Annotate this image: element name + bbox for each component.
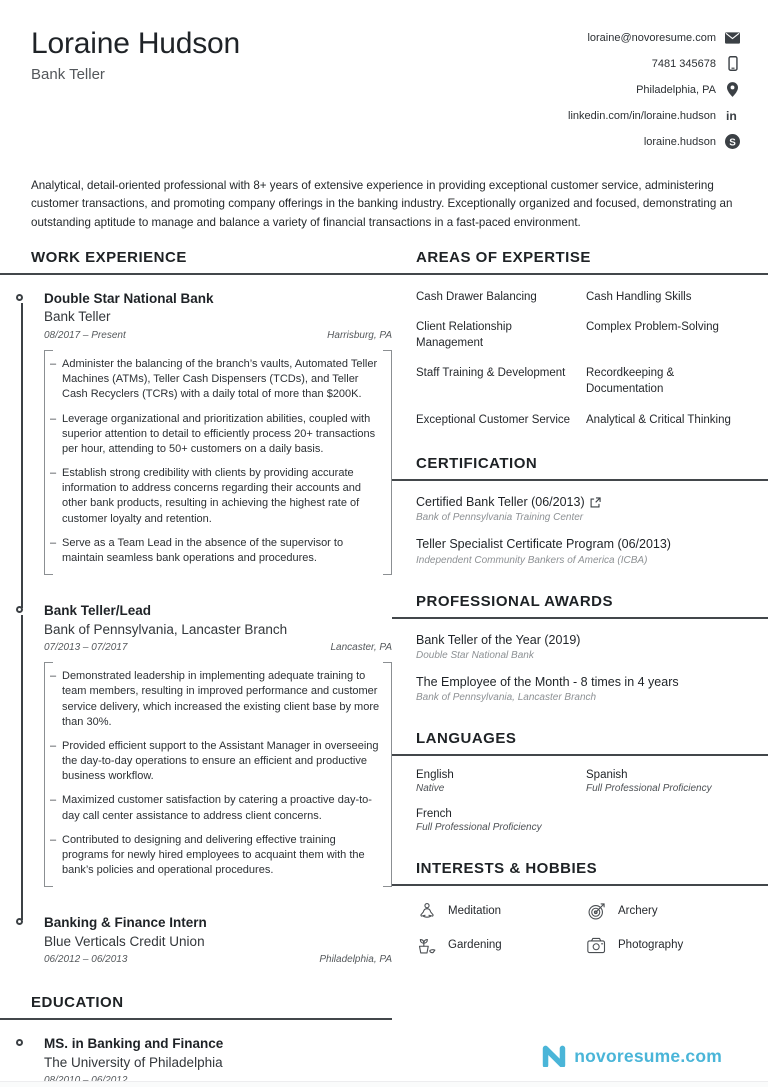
interest-label: Meditation <box>448 905 502 918</box>
education-entry <box>31 1035 392 1086</box>
timeline-circle-icon <box>16 606 23 613</box>
identity-block <box>31 27 240 160</box>
linkedin-icon <box>725 108 740 123</box>
job-timeline <box>31 290 392 965</box>
timeline-circle-icon <box>16 918 23 925</box>
work-experience-section <box>0 249 392 965</box>
contact-phone-value[interactable]: 7481 345678 <box>651 57 716 70</box>
svg-text:S: S <box>729 137 736 149</box>
expertise-item: Complex Problem-Solving <box>586 321 719 334</box>
timeline-connector <box>21 303 23 608</box>
language-name: French <box>416 808 452 821</box>
job-dates: 08/2017 – Present <box>44 330 126 342</box>
education-heading: EDUCATION <box>31 994 124 1012</box>
expertise-item: Staff Training & Development <box>416 367 566 380</box>
right-column <box>392 249 768 1087</box>
expertise-item: Exceptional Customer Service <box>416 413 571 426</box>
contact-phone[interactable] <box>652 56 740 71</box>
interest-item <box>586 900 742 922</box>
languages-section <box>392 730 768 833</box>
education-school: The University of Philadelphia <box>44 1054 223 1070</box>
award-org: Double Star National Bank <box>416 649 534 661</box>
expertise-item: Client Relationship Management <box>416 321 512 349</box>
job-entry-3 <box>31 914 392 965</box>
certification-heading: CERTIFICATION <box>416 455 538 473</box>
interests-heading: INTERESTS & HOBBIES <box>416 860 598 878</box>
language-level: Full Professional Proficiency <box>586 783 712 795</box>
job-role: Bank Teller <box>44 309 111 325</box>
job-company: Bank of Pennsylvania, Lancaster Branch <box>44 621 288 637</box>
contact-list <box>568 27 740 160</box>
email-icon <box>725 30 740 45</box>
expertise-grid <box>416 290 742 428</box>
award-entry <box>416 674 742 703</box>
certification-org: Independent Community Bankers of America (ICBA) <box>416 554 648 566</box>
award-title: The Employee of the Month - 8 times in 4 years <box>416 674 679 689</box>
skype-icon <box>725 134 740 149</box>
job-bullet: – Leverage organizational and prioritization abilities, coupled with superior attention to detail to efficiently process 20+ transactions per hour, attending to 50+ customers on a daily basis. <box>50 412 380 458</box>
certification-entry <box>416 536 742 565</box>
contact-location-value: Philadelphia, PA <box>636 83 716 96</box>
timeline-circle-icon <box>16 294 23 301</box>
external-link-icon[interactable] <box>590 497 601 508</box>
education-heading-rule <box>0 994 392 1020</box>
photography-icon <box>586 934 608 956</box>
job-location: Harrisburg, PA <box>327 330 392 342</box>
interest-item <box>416 934 572 956</box>
job-bullet: – Establish strong credibility with clients by providing accurate information to address concerns regarding their accounts and other bank products, resulting in achieving the highest rate of customer loyalty and retention. <box>50 466 380 527</box>
job-bullet: – Provided efficient support to the Assistant Manager in overseeing the day-to-day operations to ensure an efficient and productive business workflow. <box>50 739 380 785</box>
awards-heading: PROFESSIONAL AWARDS <box>416 592 614 610</box>
left-column <box>0 249 392 1087</box>
svg-text:in: in <box>725 109 737 123</box>
language-level: Full Professional Proficiency <box>416 822 542 834</box>
certification-title: Teller Specialist Certificate Program (06/2013) <box>416 537 671 552</box>
novoresume-logo-icon <box>541 1045 567 1067</box>
job-role: Banking & Finance Intern <box>44 915 207 931</box>
person-name: Loraine Hudson <box>31 27 241 60</box>
expertise-item: Recordkeeping & Documentation <box>586 367 675 395</box>
award-entry <box>416 632 742 661</box>
job-bullet: – Maximized customer satisfaction by catering a proactive day-to-day call center assistance to address client concerns. <box>50 793 380 823</box>
expertise-item: Analytical & Critical Thinking <box>586 413 731 426</box>
work-experience-heading-rule <box>0 249 392 275</box>
job-location: Lancaster, PA <box>330 642 392 654</box>
meditation-icon <box>416 900 438 922</box>
job-bullet: – Contributed to designing and delivering effective training programs for newly hired employees to acquaint them with the bank’s policies and operational procedures. <box>50 833 380 879</box>
job-dates: 07/2013 – 07/2017 <box>44 642 128 654</box>
job-bullet: – Administer the balancing of the branch’s vaults, Automated Teller Machines (ATMs), Teller Cash Dispensers (TCDs), and Teller Cash Recyclers (TCRs) with a daily total of more than $200K. <box>50 357 380 403</box>
certification-section <box>392 455 768 566</box>
expertise-section <box>392 249 768 428</box>
languages-heading: LANGUAGES <box>416 730 517 748</box>
interest-label: Photography <box>618 939 684 952</box>
job-bullet-list <box>44 662 392 887</box>
awards-heading-rule <box>392 593 768 619</box>
language-level: Native <box>416 783 445 795</box>
header <box>0 0 768 160</box>
language-name: English <box>416 769 454 782</box>
work-experience-heading: WORK EXPERIENCE <box>31 248 187 266</box>
expertise-item: Cash Handling Skills <box>586 290 692 303</box>
expertise-heading: AREAS OF EXPERTISE <box>416 248 591 266</box>
contact-skype[interactable] <box>644 134 740 149</box>
interests-section <box>392 860 768 956</box>
novoresume-brand[interactable] <box>541 1045 722 1067</box>
job-dates: 06/2012 – 06/2013 <box>44 954 128 966</box>
language-entry <box>586 769 742 794</box>
language-entry <box>416 769 572 794</box>
timeline-connector <box>21 615 23 920</box>
awards-section <box>392 593 768 704</box>
contact-linkedin-value[interactable]: linkedin.com/in/loraine.hudson <box>568 109 716 122</box>
interests-heading-rule <box>392 860 768 886</box>
columns <box>0 249 768 1087</box>
interest-item <box>586 934 742 956</box>
phone-icon <box>725 56 740 71</box>
page-bottom-edge <box>0 1081 768 1087</box>
gardening-icon <box>416 934 438 956</box>
job-entry-1 <box>31 290 392 575</box>
job-bullet-list <box>44 350 392 575</box>
job-company: Blue Verticals Credit Union <box>44 933 205 949</box>
award-title: Bank Teller of the Year (2019) <box>416 632 581 647</box>
certification-heading-rule <box>392 455 768 481</box>
interests-grid <box>416 900 742 956</box>
contact-linkedin[interactable] <box>568 108 740 123</box>
language-name: Spanish <box>586 769 628 782</box>
contact-skype-value[interactable]: loraine.hudson <box>643 135 716 148</box>
job-location: Philadelphia, PA <box>319 954 392 966</box>
education-degree: MS. in Banking and Finance <box>44 1036 224 1052</box>
archery-icon <box>586 900 608 922</box>
certification-title: Certified Bank Teller (06/2013) <box>416 495 585 510</box>
summary-paragraph: Analytical, detail-oriented professional with 8+ years of extensive experience in providing exceptional customer service, administering customer transactions, and promoting company offerings in the banking industry. Exceptionally organized and focused, demonstrating an outstanding aptitude to manage and balance a variety of financial transactions in a fast-paced environment. <box>31 179 733 229</box>
job-company: Double Star National Bank <box>44 290 214 306</box>
job-entry-2 <box>31 602 392 887</box>
timeline-circle-icon <box>16 1039 23 1046</box>
contact-location <box>636 82 740 97</box>
languages-grid <box>416 769 742 833</box>
certification-entry <box>416 494 742 523</box>
novoresume-brand-text[interactable]: novoresume.com <box>574 1045 722 1066</box>
job-role: Bank Teller/Lead <box>44 603 152 619</box>
job-bullet: – Serve as a Team Lead in the absence of the supervisor to maintain seamless bank operations and procedures. <box>50 536 380 566</box>
expertise-heading-rule <box>392 249 768 275</box>
person-job-title: Bank Teller <box>31 65 105 83</box>
award-org: Bank of Pennsylvania, Lancaster Branch <box>416 692 597 704</box>
contact-email[interactable] <box>587 30 740 45</box>
expertise-item: Cash Drawer Balancing <box>416 290 537 303</box>
interest-item <box>416 900 572 922</box>
interest-label: Archery <box>618 905 658 918</box>
languages-heading-rule <box>392 730 768 756</box>
location-icon <box>725 82 740 97</box>
education-section <box>0 994 392 1086</box>
job-bullet: – Demonstrated leadership in implementing adequate training to team members, resulting in improved performance and customer service delivery, which increased the existing client base by more than 30%. <box>50 669 380 730</box>
interest-label: Gardening <box>448 939 502 952</box>
contact-email-value[interactable]: loraine@novoresume.com <box>587 31 716 44</box>
certification-org: Bank of Pennsylvania Training Center <box>416 512 584 524</box>
language-entry <box>416 808 572 833</box>
